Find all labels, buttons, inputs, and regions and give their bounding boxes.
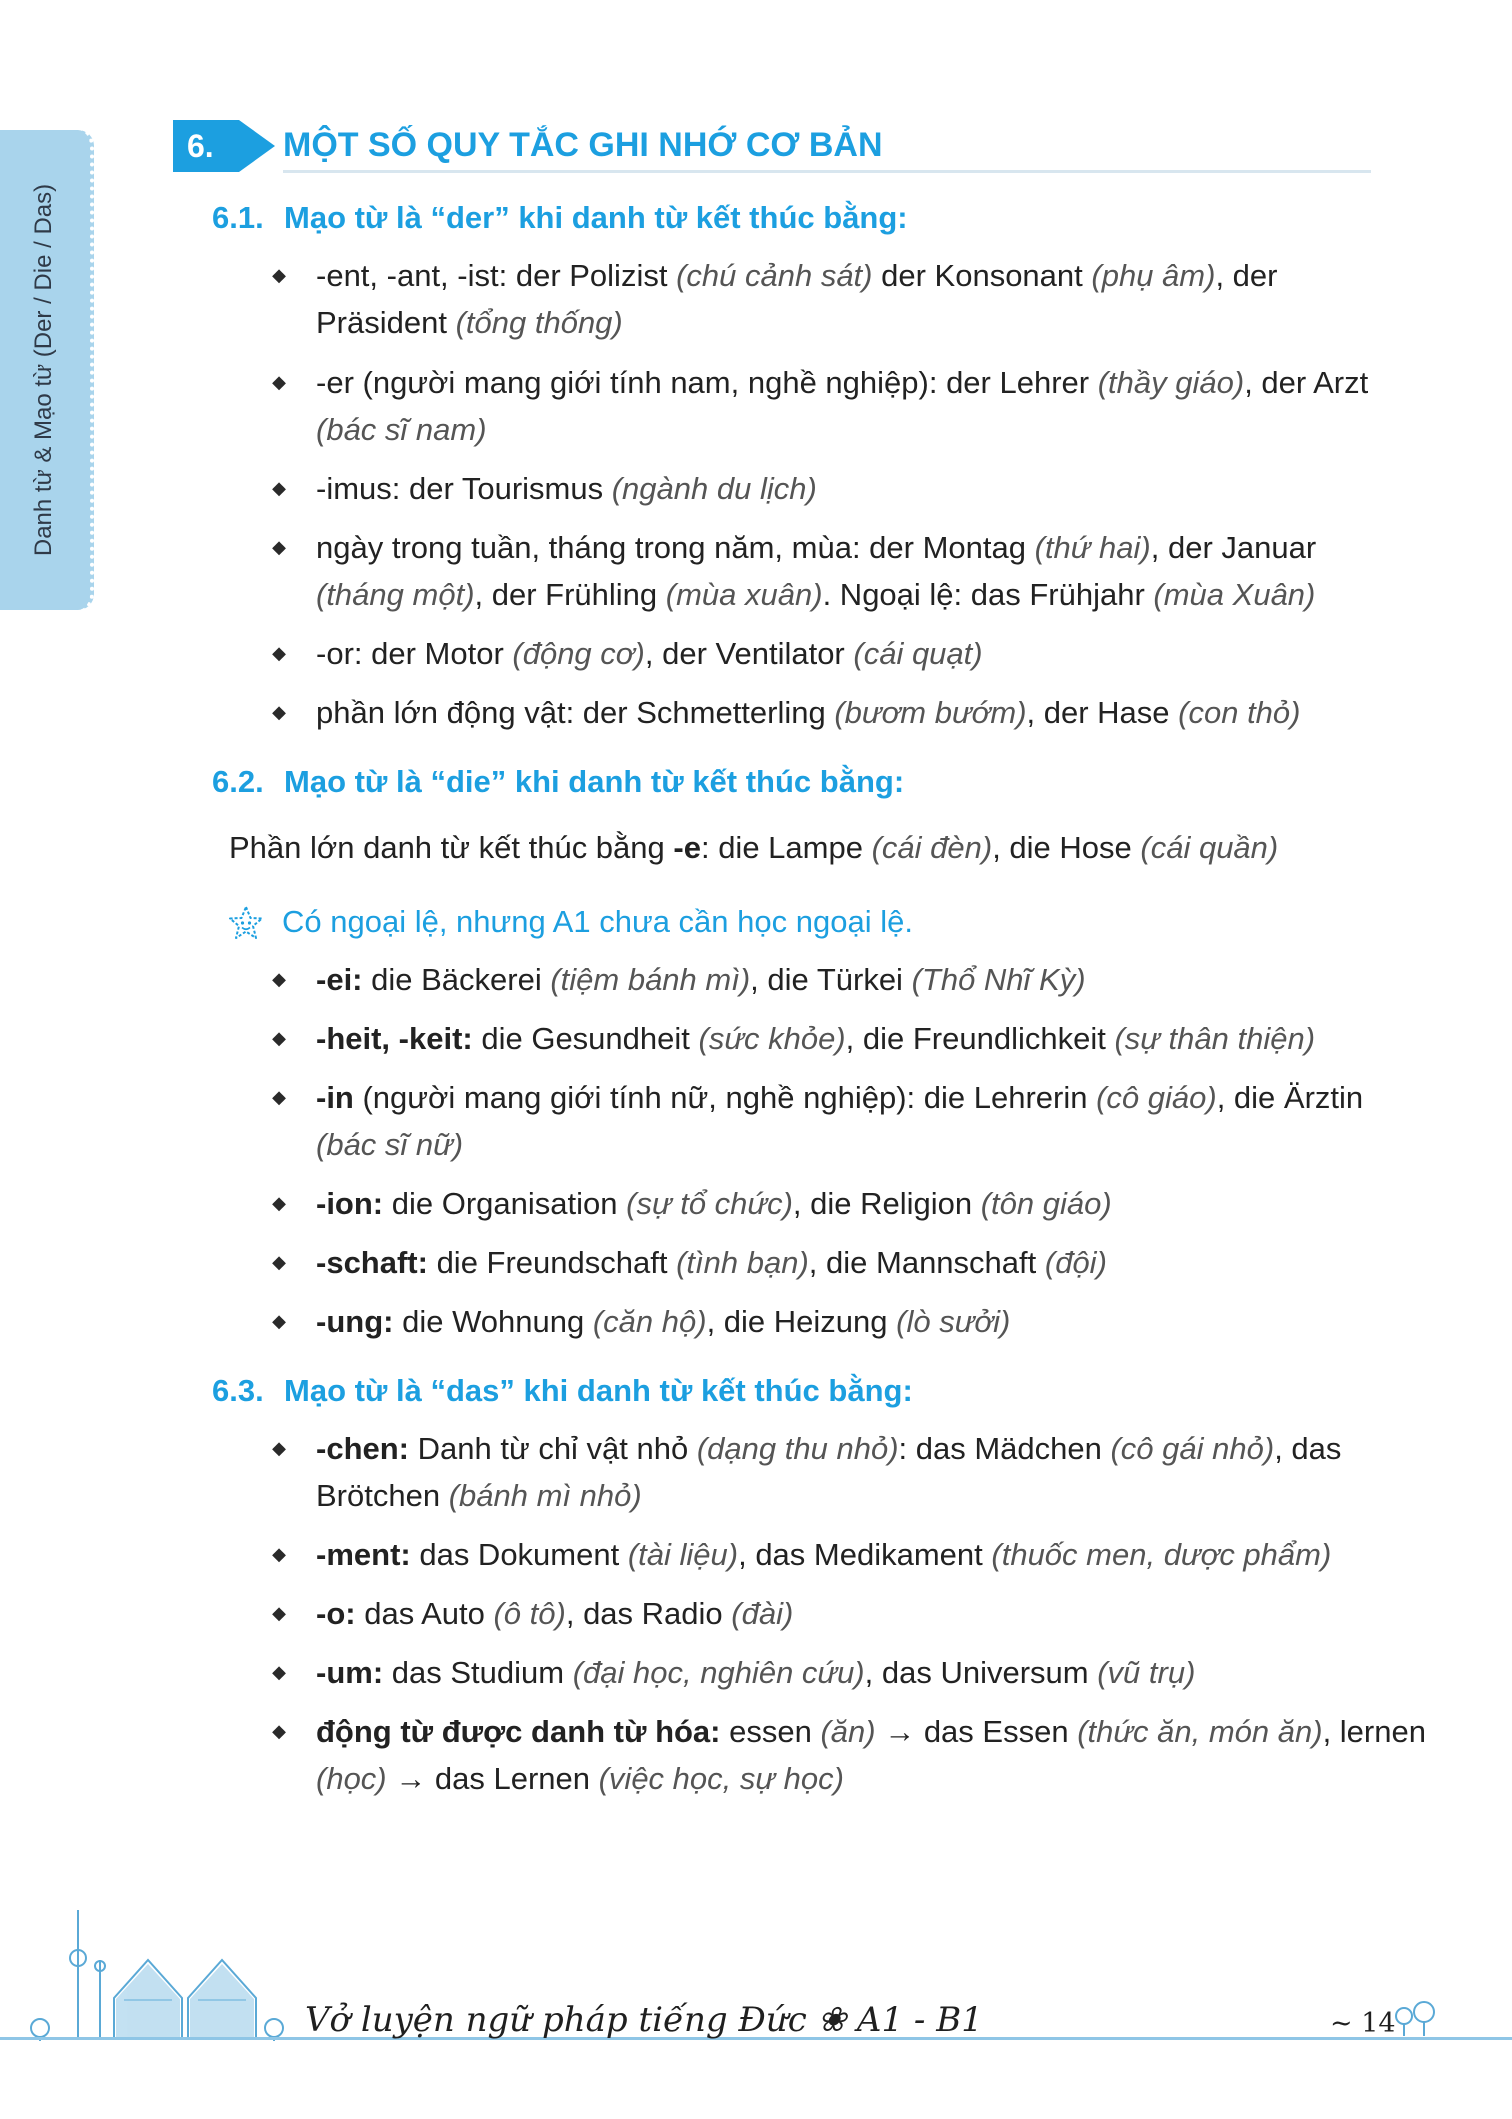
suffix-text: -schaft: xyxy=(316,1245,428,1280)
item-text: → das Essen xyxy=(875,1714,1078,1749)
item-line xyxy=(316,1074,1370,1121)
item-line xyxy=(316,1649,1370,1696)
suffix-text: -ment: xyxy=(316,1537,411,1572)
suffix-text: -in xyxy=(316,1080,354,1115)
rule-paragraph xyxy=(229,824,1278,871)
item-text: , die Religion xyxy=(792,1186,981,1221)
item-line xyxy=(316,1531,1370,1578)
item-text: : das Mädchen xyxy=(898,1431,1111,1466)
item-line xyxy=(316,406,1370,453)
bullet-icon: ◆ xyxy=(272,1193,286,1213)
list-item xyxy=(272,252,1370,346)
suffix-text: -e xyxy=(673,830,701,865)
item-text: Phần lớn danh từ kết thúc bằng xyxy=(229,830,674,865)
item-text: das Studium xyxy=(383,1655,573,1690)
section-title: MỘT SỐ QUY TẮC GHI NHỚ CƠ BẢN xyxy=(283,126,883,164)
item-line xyxy=(316,1472,1370,1519)
gloss-text: (mùa Xuân) xyxy=(1153,577,1316,612)
gloss-text: (thức ăn, món ăn) xyxy=(1077,1714,1323,1749)
bullet-icon: ◆ xyxy=(272,265,286,285)
item-text: die Freundschaft xyxy=(427,1245,677,1280)
bullet-icon: ◆ xyxy=(272,537,286,557)
list-item xyxy=(272,956,1370,1003)
bullet-icon: ◆ xyxy=(272,969,286,989)
town-illustration xyxy=(10,1900,310,2050)
gloss-text: (tổng thống) xyxy=(455,305,623,340)
list-item xyxy=(272,1015,1370,1062)
item-line xyxy=(316,1590,1370,1637)
item-text: , der Frühling xyxy=(474,577,666,612)
item-text: , der Arzt xyxy=(1244,365,1369,400)
item-text: , das xyxy=(1274,1431,1342,1466)
bullet-icon: ◆ xyxy=(272,1311,286,1331)
item-text: Danh từ chỉ vật nhỏ xyxy=(409,1431,697,1466)
item-text: -ent, -ant, -ist: der Polizist xyxy=(316,258,677,293)
item-text: , die Heizung xyxy=(706,1304,897,1339)
suffix-text: -ung: xyxy=(316,1304,394,1339)
item-line xyxy=(316,1425,1370,1472)
item-text: , das Radio xyxy=(565,1596,732,1631)
item-text: Brötchen xyxy=(316,1478,449,1513)
item-text: , der Ventilator xyxy=(644,636,854,671)
suffix-text: -chen: xyxy=(316,1431,409,1466)
bullet-icon: ◆ xyxy=(272,1028,286,1048)
suffix-text: -ion: xyxy=(316,1186,384,1221)
bullet-icon: ◆ xyxy=(272,1721,286,1741)
item-text: phần lớn động vật: der Schmetterling xyxy=(316,695,835,730)
section-rule xyxy=(283,170,1371,173)
subsection-number: 6.1. xyxy=(212,200,264,235)
item-text: der Konsonant xyxy=(872,258,1092,293)
gloss-text: (bác sĩ nam) xyxy=(316,412,487,447)
gloss-text: (phụ âm) xyxy=(1091,258,1216,293)
bullet-icon: ◆ xyxy=(272,1544,286,1564)
tree-icon xyxy=(1390,2000,1440,2040)
suffix-text: -ei: xyxy=(316,962,363,997)
item-text: (người mang giới tính nữ, nghề nghiệp): die Lehrerin xyxy=(353,1080,1097,1115)
item-text: , lernen xyxy=(1322,1714,1426,1749)
gloss-text: (tôn giáo) xyxy=(980,1186,1112,1221)
section-number: 6. xyxy=(187,128,214,164)
gloss-text: (dạng thu nhỏ) xyxy=(696,1431,899,1466)
gloss-text: (ngành du lịch) xyxy=(611,471,817,506)
list-item xyxy=(272,465,1370,512)
item-text: , die Ärztin xyxy=(1216,1080,1364,1115)
gloss-text: (ăn) xyxy=(820,1714,876,1749)
item-text: die Bäckerei xyxy=(362,962,551,997)
item-line xyxy=(316,359,1370,406)
bullet-icon: ◆ xyxy=(272,1087,286,1107)
gloss-text: (sự tổ chức) xyxy=(626,1186,793,1221)
gloss-text: (mùa xuân) xyxy=(665,577,823,612)
gloss-text: (bánh mì nhỏ) xyxy=(448,1478,642,1513)
subsection-number: 6.2. xyxy=(212,764,264,799)
list-item xyxy=(272,1708,1426,1802)
item-line xyxy=(316,1298,1370,1345)
item-text: -imus: der Tourismus xyxy=(316,471,612,506)
item-line xyxy=(316,630,1370,677)
list-item xyxy=(272,1590,1370,1637)
item-text: , die Freundlichkeit xyxy=(845,1021,1115,1056)
gloss-text: (lò sưởi) xyxy=(896,1304,1011,1339)
list-item xyxy=(272,1649,1370,1696)
item-text: : die Lampe xyxy=(700,830,872,865)
note-text: Có ngoại lệ, nhưng A1 chưa cần học ngoại lệ. xyxy=(282,904,913,939)
gloss-text: (vũ trụ) xyxy=(1097,1655,1196,1690)
item-line xyxy=(316,689,1370,736)
item-line xyxy=(316,1708,1426,1755)
item-text: Präsident xyxy=(316,305,456,340)
bullet-icon: ◆ xyxy=(272,643,286,663)
item-line xyxy=(316,1180,1370,1227)
item-text: ngày trong tuần, tháng trong năm, mùa: der Montag xyxy=(316,530,1035,565)
star-icon xyxy=(226,904,266,944)
subsection-6-1-heading xyxy=(212,200,908,236)
gloss-text: (Thổ Nhĩ Kỳ) xyxy=(911,962,1086,997)
bullet-icon: ◆ xyxy=(272,702,286,722)
gloss-text: (tháng một) xyxy=(316,577,475,612)
page-footer xyxy=(0,1900,1512,2119)
subsection-title: Mạo từ là “die” khi danh từ kết thúc bằng: xyxy=(284,764,905,799)
subsection-6-2-heading xyxy=(212,764,904,800)
gloss-text: (việc học, sự học) xyxy=(598,1761,844,1796)
list-item xyxy=(272,630,1370,677)
suffix-text: -heit, -keit: xyxy=(316,1021,473,1056)
page-number: ~ 14 xyxy=(1330,2008,1396,2039)
gloss-text: (bác sĩ nữ) xyxy=(316,1127,464,1162)
list-item xyxy=(272,1425,1370,1519)
gloss-text: (sự thân thiện) xyxy=(1114,1021,1316,1056)
gloss-text: (đài) xyxy=(731,1596,794,1631)
gloss-text: (tình bạn) xyxy=(676,1245,809,1280)
subsection-number: 6.3. xyxy=(212,1373,264,1408)
bullet-icon: ◆ xyxy=(272,1252,286,1272)
bullet-icon: ◆ xyxy=(272,1438,286,1458)
list-item xyxy=(272,689,1370,736)
item-text: , der xyxy=(1215,258,1278,293)
gloss-text: (cái quạt) xyxy=(853,636,983,671)
list-item xyxy=(272,524,1370,618)
gloss-text: (con thỏ) xyxy=(1178,695,1301,730)
gloss-text: (tài liệu) xyxy=(627,1537,739,1572)
list-item xyxy=(272,1074,1370,1168)
gloss-text: (cái đèn) xyxy=(871,830,993,865)
gloss-text: (cái quần) xyxy=(1140,830,1279,865)
book-title: Vở luyện ngữ pháp tiếng Đức ❀ A1 - B1 xyxy=(305,2000,983,2040)
list-item xyxy=(272,1239,1370,1286)
list-item xyxy=(272,359,1370,453)
gloss-text: (bươm bướm) xyxy=(834,695,1027,730)
subsection-title: Mạo từ là “das” khi danh từ kết thúc bằng: xyxy=(284,1373,913,1408)
item-text: essen xyxy=(720,1714,821,1749)
item-text: , das Medikament xyxy=(738,1537,992,1572)
item-text: , die Hose xyxy=(992,830,1141,865)
item-text: die Gesundheit xyxy=(472,1021,699,1056)
item-line xyxy=(316,1755,1370,1802)
gloss-text: (chú cảnh sát) xyxy=(676,258,873,293)
item-line xyxy=(316,465,1370,512)
item-text: , das Universum xyxy=(864,1655,1098,1690)
item-line xyxy=(316,956,1370,1003)
item-text: , die Türkei xyxy=(750,962,912,997)
section-header xyxy=(173,120,1371,172)
list-item xyxy=(272,1531,1370,1578)
gloss-text: (tiệm bánh mì) xyxy=(550,962,751,997)
gloss-text: (học) xyxy=(316,1761,387,1796)
subsection-6-3-heading xyxy=(212,1373,913,1409)
item-line xyxy=(316,524,1370,571)
bullet-icon: ◆ xyxy=(272,372,286,392)
suffix-text: -um: xyxy=(316,1655,384,1690)
item-text: -er (người mang giới tính nam, nghề nghiệp): der Lehrer xyxy=(316,365,1098,400)
item-text: -or: der Motor xyxy=(316,636,513,671)
gloss-text: (thuốc men, dược phẩm) xyxy=(991,1537,1332,1572)
item-line xyxy=(316,299,1370,346)
suffix-text: động từ được danh từ hóa: xyxy=(316,1714,721,1749)
section-number-arrow xyxy=(239,120,275,172)
list-item xyxy=(272,1180,1370,1227)
item-text: die Wohnung xyxy=(393,1304,593,1339)
bullet-icon: ◆ xyxy=(272,1603,286,1623)
item-text: das Dokument xyxy=(410,1537,628,1572)
item-line xyxy=(316,571,1370,618)
gloss-text: (căn hộ) xyxy=(592,1304,707,1339)
gloss-text: (đại học, nghiên cứu) xyxy=(572,1655,865,1690)
gloss-text: (ô tô) xyxy=(493,1596,566,1631)
item-text: , die Mannschaft xyxy=(808,1245,1045,1280)
gloss-text: (động cơ) xyxy=(512,636,645,671)
side-tab-label: Danh từ & Mạo từ (Der / Die / Das) xyxy=(30,183,57,557)
item-text: → das Lernen xyxy=(386,1761,599,1796)
suffix-text: -o: xyxy=(316,1596,356,1631)
gloss-text: (cô gái nhỏ) xyxy=(1110,1431,1275,1466)
gloss-text: (thứ hai) xyxy=(1034,530,1151,565)
item-text: , der Hase xyxy=(1026,695,1179,730)
item-text: die Organisation xyxy=(383,1186,627,1221)
gloss-text: (thầy giáo) xyxy=(1097,365,1245,400)
item-line xyxy=(316,1015,1370,1062)
gloss-text: (cô giáo) xyxy=(1096,1080,1217,1115)
item-text: . Ngoại lệ: das Frühjahr xyxy=(822,577,1154,612)
gloss-text: (đội) xyxy=(1044,1245,1107,1280)
item-line xyxy=(316,1239,1370,1286)
subsection-title: Mạo từ là “der” khi danh từ kết thúc bằng: xyxy=(284,200,908,235)
gloss-text: (sức khỏe) xyxy=(698,1021,846,1056)
item-line xyxy=(316,1121,1370,1168)
list-item xyxy=(272,1298,1370,1345)
item-line xyxy=(316,252,1370,299)
bullet-icon: ◆ xyxy=(272,1662,286,1682)
item-text: das Auto xyxy=(355,1596,494,1631)
bullet-icon: ◆ xyxy=(272,478,286,498)
item-text: , der Januar xyxy=(1150,530,1317,565)
